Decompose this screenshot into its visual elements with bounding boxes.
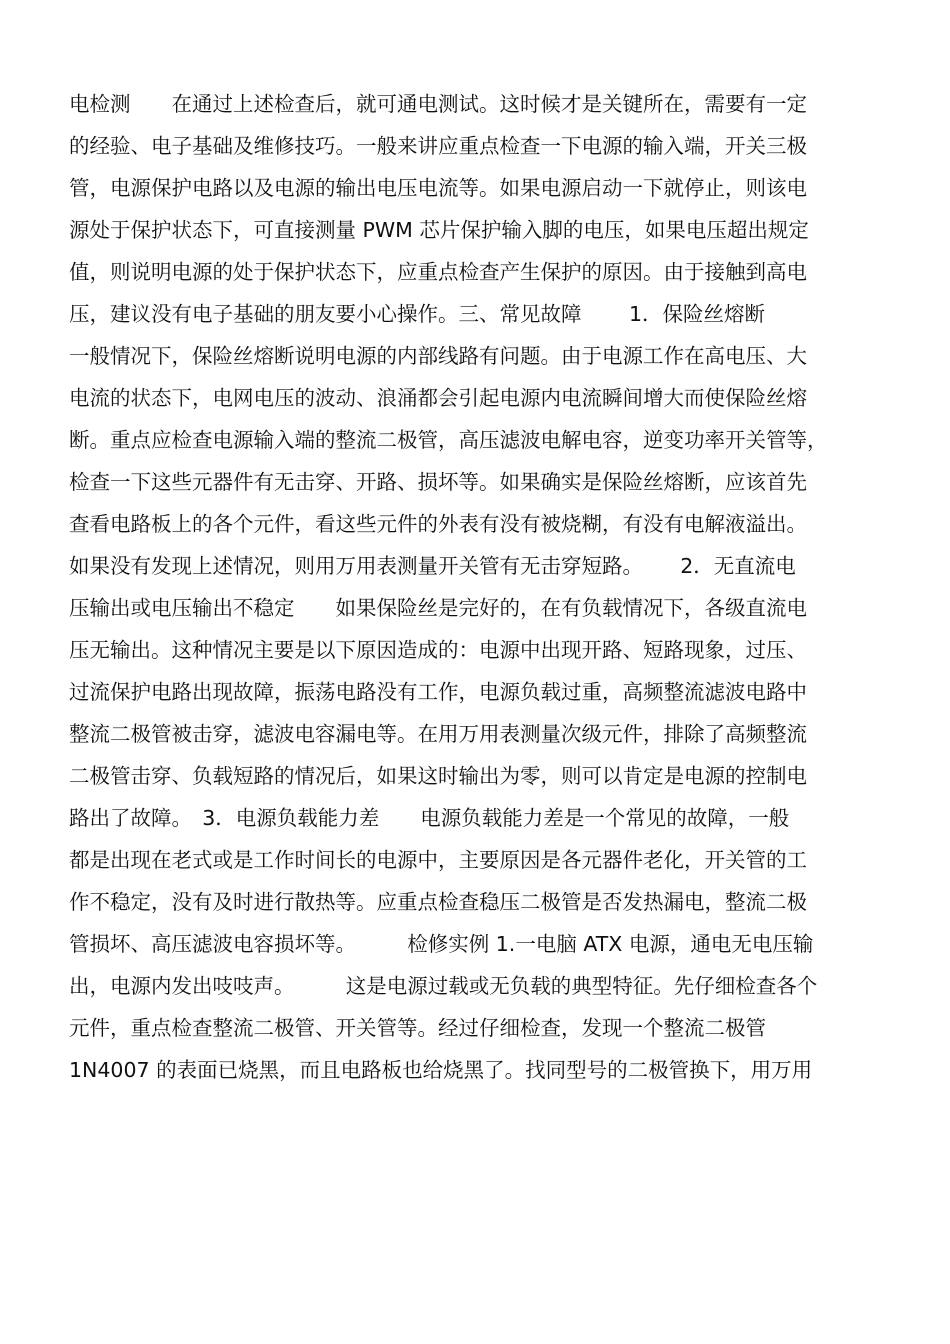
text-line: 压无输出。这种情况主要是以下原因造成的：电源中出现开路、短路现象，过压、 [69,638,807,662]
text-line: 都是出现在老式或是工作时间长的电源中，主要原因是各元器件老化，开关管的工 [69,848,807,872]
body-text [69,83,889,1091]
text-line: 断。重点应检查电源输入端的整流二极管，高压滤波电解电容，逆变功率开关管等， [69,428,828,452]
text-line: 作不稳定，没有及时进行散热等。应重点检查稳压二极管是否发热漏电，整流二极 [69,890,807,914]
text-line: 源处于保护状态下，可直接测量 PWM 芯片保护输入脚的电压，如果电压超出规定 [69,218,809,242]
text-line: 元件，重点检查整流二极管、开关管等。经过仔细检查，发现一个整流二极管 [69,1016,766,1040]
text-line: 管，电源保护电路以及电源的输出电压电流等。如果电源启动一下就停止，则该电 [69,176,807,200]
text-line: 二极管击穿、负载短路的情况后，如果这时输出为零，则可以肯定是电源的控制电 [69,764,807,788]
text-line: 电流的状态下，电网电压的波动、浪涌都会引起电源内电流瞬间增大而使保险丝熔 [69,386,807,410]
text-line: 如果没有发现上述情况，则用万用表测量开关管有无击穿短路。 2．无直流电 [69,554,796,578]
text-line: 检查一下这些元器件有无击穿、开路、损坏等。如果确实是保险丝熔断，应该首先 [69,470,807,494]
text-line: 压，建议没有电子基础的朋友要小心操作。三、常见故障 1．保险丝熔断 [69,302,766,326]
text-line: 值，则说明电源的处于保护状态下，应重点检查产生保护的原因。由于接触到高电 [69,260,807,284]
text-line: 管损坏、高压滤波电容损坏等。 检修实例 1.一电脑 ATX 电源，通电无电压输 [69,932,814,956]
text-line: 1N4007 的表面已烧黑，而且电路板也给烧黑了。找同型号的二极管换下，用万用 [69,1058,813,1082]
text-line: 压输出或电压输出不稳定 如果保险丝是完好的，在有负载情况下，各级直流电 [69,596,807,620]
text-line: 一般情况下，保险丝熔断说明电源的内部线路有问题。由于电源工作在高电压、大 [69,344,807,368]
text-line: 电检测 在通过上述检查后，就可通电测试。这时候才是关键所在，需要有一定 [69,92,807,116]
text-line: 查看电路板上的各个元件，看这些元件的外表有没有被烧糊，有没有电解液溢出。 [69,512,807,536]
text-line: 出，电源内发出吱吱声。 这是电源过载或无负载的典型特征。先仔细检查各个 [69,974,818,998]
text-line: 路出了故障。 3．电源负载能力差 电源负载能力差是一个常见的故障，一般 [69,806,790,830]
text-line: 过流保护电路出现故障，振荡电路没有工作，电源负载过重，高频整流滤波电路中 [69,680,807,704]
text-line: 整流二极管被击穿，滤波电容漏电等。在用万用表测量次级元件，排除了高频整流 [69,722,807,746]
text-line: 的经验、电子基础及维修技巧。一般来讲应重点检查一下电源的输入端，开关三极 [69,134,807,158]
